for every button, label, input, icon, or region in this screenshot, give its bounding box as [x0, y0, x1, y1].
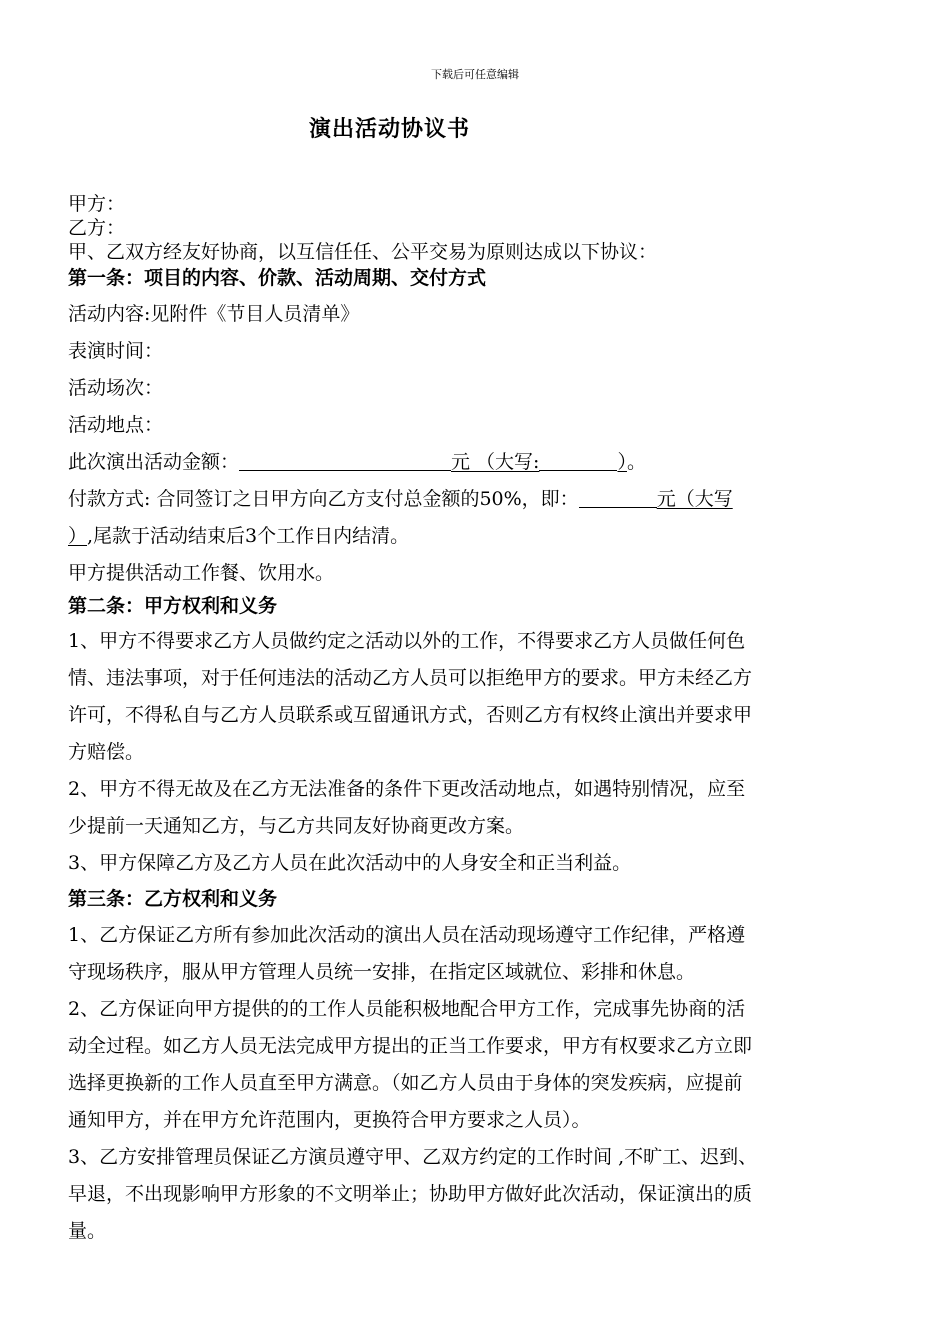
amount-unit: 元 （大写:: [451, 451, 540, 473]
payment-label: 付款方式: 合同签订之日甲方向乙方支付总金额的50%，即：: [68, 488, 579, 510]
article2-body: [68, 623, 888, 882]
payment-blank: [579, 487, 657, 508]
article2-p1-line: 许可，不得私自与乙方人员联系或互留通讯方式，否则乙方有权终止演出并要求甲: [68, 704, 753, 726]
article3-p1-line: 守现场秩序，服从甲方管理人员统一安排，在指定区域就位、彩排和休息。: [68, 961, 696, 983]
article3-p2-line: 选择更换新的工作人员直至甲方满意。（如乙方人员由于身体的突发疾病，应提前: [68, 1072, 743, 1094]
payment-close: ）: [68, 525, 88, 547]
article2-p1-line: 情、违法事项，对于任何违法的活动乙方人员可以拒绝甲方的要求。甲方未经乙方: [68, 667, 753, 689]
meals-note: 甲方提供活动工作餐、饮用水。: [68, 562, 335, 584]
article3-p3-line: 3、乙方安排管理员保证乙方演员遵守甲、乙双方约定的工作时间 ,不旷工、迟到、: [68, 1146, 758, 1168]
article2-p1-line: 方赔偿。: [68, 741, 145, 763]
payment-unit: 元（大写: [656, 488, 733, 510]
article3-p3-line: 早退，不出现影响甲方形象的不文明举止；协助甲方做好此次活动，保证演出的质: [68, 1183, 753, 1205]
party-b-label: 乙方：: [68, 217, 126, 239]
performance-time: 表演时间：: [68, 340, 164, 362]
article1-body: [68, 296, 888, 592]
article3-body: [68, 917, 888, 1250]
article2-p2-line: 少提前一天通知乙方，与乙方共同友好协商更改方案。: [68, 815, 525, 837]
article2-p1-line: 1、甲方不得要求乙方人员做约定之活动以外的工作，不得要求乙方人员做任何色: [68, 630, 746, 652]
article3-p2-line: 动全过程。如乙方人员无法完成甲方提出的正当工作要求，甲方有权要求乙方立即: [68, 1035, 753, 1057]
payment-line: [68, 481, 888, 518]
amount-line: [68, 444, 888, 481]
article2-p2-line: 2、甲方不得无故及在乙方无法准备的条件下更改活动地点，如遇特别情况，应至: [68, 778, 746, 800]
article2-p3-line: 3、甲方保障乙方及乙方人员在此次活动中的人身安全和正当利益。: [68, 852, 632, 874]
payment-line-2: [68, 518, 888, 555]
activity-sessions: 活动场次：: [68, 377, 164, 399]
header-note: 下载后可任意编辑: [431, 68, 519, 81]
amount-blank: [239, 450, 451, 471]
party-a-label: 甲方：: [68, 193, 126, 215]
article3-p2-line: 通知甲方，并在甲方允许范围内，更换符合甲方要求之人员）。: [68, 1109, 591, 1131]
article2-heading: 第二条：甲方权利和义务: [68, 595, 278, 617]
activity-content: 活动内容:见附件《节目人员清单》: [68, 303, 360, 325]
amount-label: 此次演出活动金额：: [68, 451, 240, 473]
amount-words-blank: [539, 450, 617, 471]
article1-heading: 第一条：项目的内容、价款、活动周期、交付方式: [68, 267, 487, 289]
article3-p2-line: 2、乙方保证向甲方提供的的工作人员能积极地配合甲方工作，完成事先协商的活: [68, 998, 746, 1020]
intro-text: 甲、乙双方经友好协商，以互信任任、公平交易为原则达成以下协议：: [68, 241, 658, 263]
amount-end: 。: [626, 451, 646, 473]
amount-close: ）: [617, 451, 627, 473]
activity-location: 活动地点：: [68, 414, 164, 436]
article3-p1-line: 1、乙方保证乙方所有参加此次活动的演出人员在活动现场遵守工作纪律，严格遵: [68, 924, 746, 946]
document-title: 演出活动协议书: [309, 117, 471, 142]
article3-heading: 第三条：乙方权利和义务: [68, 888, 278, 910]
article3-p3-line: 量。: [68, 1220, 107, 1242]
payment-rest: ,尾款于活动结束后3个工作日内结清。: [87, 525, 410, 547]
